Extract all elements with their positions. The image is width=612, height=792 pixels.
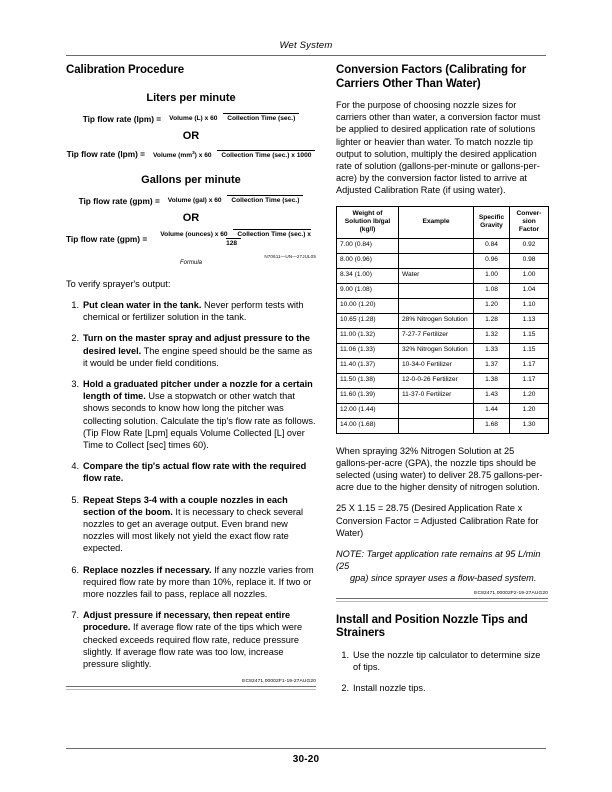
header-line: Solution lb/gal bbox=[344, 217, 391, 225]
step-bold-lead: Adjust pressure if necessary, then repeat entire procedure. bbox=[83, 610, 291, 633]
note-line-2: gpa) since sprayer uses a flow-based system. bbox=[350, 573, 537, 584]
conversion-intro-paragraph: For the purpose of choosing nozzle sizes for carriers other than water, a conversion factor must be applied to desired application rate of solutions lighter or heavier than water. To match nozzle tip output to solution, multiply the desired application rate of solution (gallons-per-minute or gallons-per-acre) by the conversion factor listed to arrive at Adjusted Calibration Rate (if using water). bbox=[336, 100, 541, 196]
step-number: 1. bbox=[341, 649, 349, 660]
step-number: 7. bbox=[71, 610, 79, 621]
cell-factor: 1.20 bbox=[510, 388, 549, 403]
cell-factor: 1.20 bbox=[510, 403, 549, 418]
numerator-exponent: 3 bbox=[192, 149, 195, 155]
cell-factor: 1.17 bbox=[510, 358, 549, 373]
step-text: It is necessary to check several nozzles to get an average output. Even brand new nozzles will most likely not yield the exact flow rate expected. bbox=[83, 506, 304, 554]
cell-gravity: 0.96 bbox=[474, 253, 510, 268]
cell-weight: 8.34 (1.00) bbox=[337, 268, 399, 283]
note-paragraph bbox=[336, 548, 548, 585]
table-row bbox=[337, 253, 549, 268]
cell-factor: 1.13 bbox=[510, 313, 549, 328]
table-row bbox=[337, 328, 549, 343]
step-text: Use a stopwatch or other watch that shows seconds to know how long the pitcher was collecting solution. Calculate the tip's flow rate as follows. (Tip Flow Rate [Lpm] equals Volume Collected [L] over Time to Collect [sec] times 60). bbox=[83, 391, 316, 450]
cell-example: 11-37-0 Fertilizer bbox=[399, 388, 474, 403]
header-line: Gravity bbox=[480, 221, 503, 229]
or-label-1: OR bbox=[182, 129, 200, 142]
header-line: sion Factor bbox=[518, 217, 540, 233]
step-text: Never perform tests with chemical or fertilizer solution in the tank. bbox=[83, 299, 304, 323]
step-bold-lead: Compare the tip's actual flow rate with the required flow rate. bbox=[83, 461, 307, 484]
formula-lpm-2-fraction bbox=[149, 148, 315, 160]
step-number: 3. bbox=[71, 378, 79, 389]
or-label-2: OR bbox=[182, 211, 200, 224]
table-row bbox=[337, 298, 549, 313]
cell-factor: 0.98 bbox=[510, 253, 549, 268]
table-header bbox=[337, 206, 549, 238]
table-header-row bbox=[337, 206, 549, 238]
header-line: Weight of bbox=[352, 209, 383, 217]
step-number: 4. bbox=[71, 461, 79, 472]
conversion-factor-table bbox=[336, 206, 549, 434]
cell-example: 32% Nitrogen Solution bbox=[399, 343, 474, 358]
formula-gpm-1 bbox=[66, 196, 316, 206]
formula-gpm-1-denominator: Collection Time (sec.) bbox=[227, 195, 303, 204]
cell-weight: 14.00 (1.68) bbox=[337, 418, 399, 433]
list-item bbox=[66, 332, 316, 369]
cell-example: 7-27-7 Fertilizer bbox=[399, 328, 474, 343]
cell-weight: 11.50 (1.38) bbox=[337, 373, 399, 388]
cell-gravity: 1.33 bbox=[474, 343, 510, 358]
cell-weight: 11.60 (1.39) bbox=[337, 388, 399, 403]
header-line: (kg/l) bbox=[359, 225, 376, 233]
formula-gpm-2-fraction bbox=[151, 230, 316, 248]
cell-weight: 7.00 (0.84) bbox=[337, 238, 399, 253]
cell-gravity: 1.43 bbox=[474, 388, 510, 403]
table-row bbox=[337, 238, 549, 253]
step-text: Install nozzle tips. bbox=[353, 683, 426, 694]
running-header: Wet System bbox=[279, 40, 333, 51]
header-divider bbox=[66, 55, 546, 56]
table-row bbox=[337, 283, 549, 298]
cell-example bbox=[399, 298, 474, 313]
header-line: Conver- bbox=[516, 209, 542, 217]
formula-gpm-2 bbox=[66, 230, 316, 248]
cell-weight: 8.00 (0.96) bbox=[337, 253, 399, 268]
cell-weight: 12.00 (1.44) bbox=[337, 403, 399, 418]
note-line-1: NOTE: Target application rate remains at 95 L/min (25 bbox=[336, 549, 541, 572]
formula-gpm-2-denominator: Collection Time (sec.) x 128 bbox=[226, 230, 311, 247]
list-item bbox=[66, 494, 316, 555]
install-steps-list bbox=[336, 649, 548, 695]
cell-gravity: 1.28 bbox=[474, 313, 510, 328]
table-body bbox=[337, 238, 549, 433]
cell-factor: 0.92 bbox=[510, 238, 549, 253]
numerator-suffix: ) x 60 bbox=[194, 151, 212, 159]
step-number: 6. bbox=[71, 564, 79, 575]
step-number: 1. bbox=[71, 299, 79, 310]
left-block-id: EC82471,00002F1-19-27AUG20 bbox=[242, 679, 316, 685]
formula-lpm-1-lhs: Tip flow rate (lpm) = bbox=[82, 113, 162, 124]
spraying-example-paragraph: When spraying 32% Nitrogen Solution at 25 gallons-per-acre (GPA), the nozzle tips should be selected (using water) to deliver 28.75 gallons-per-acre due to the higher density of nitrogen solution. bbox=[336, 445, 543, 493]
table-row bbox=[337, 268, 549, 283]
step-text: If any nozzle varies from required flow rate by more than 10%, replace it. If two or more nozzles fail to pass, replace all nozzles. bbox=[83, 564, 314, 599]
step-text: Use the nozzle tip calculator to determine size of tips. bbox=[353, 649, 541, 672]
table-row bbox=[337, 358, 549, 373]
formula-gpm-1-fraction bbox=[164, 196, 304, 205]
formula-gpm-1-lhs: Tip flow rate (gpm) = bbox=[78, 195, 160, 206]
step-number: 5. bbox=[71, 494, 79, 505]
cell-gravity: 1.08 bbox=[474, 283, 510, 298]
cell-gravity: 1.44 bbox=[474, 403, 510, 418]
cell-factor: 1.15 bbox=[510, 343, 549, 358]
column-header-example bbox=[399, 206, 474, 238]
page-number: 30-20 bbox=[292, 754, 320, 765]
cell-gravity: 1.20 bbox=[474, 298, 510, 313]
cell-factor: 1.10 bbox=[510, 298, 549, 313]
cell-example: 10-34-0 Fertilizer bbox=[399, 358, 474, 373]
cell-example bbox=[399, 253, 474, 268]
cell-weight: 11.40 (1.37) bbox=[337, 358, 399, 373]
list-item bbox=[66, 299, 316, 323]
cell-factor: 1.00 bbox=[510, 268, 549, 283]
cell-gravity: 1.37 bbox=[474, 358, 510, 373]
formula-gpm-1-numerator: Volume (gal) x 60 bbox=[167, 197, 222, 205]
cell-factor: 1.17 bbox=[510, 373, 549, 388]
cell-example bbox=[399, 418, 474, 433]
right-block-divider bbox=[336, 598, 548, 602]
formula-lpm-1-numerator: Volume (L) x 60 bbox=[169, 115, 218, 122]
step-number: 2. bbox=[71, 333, 79, 344]
formula-lpm-1-denominator: Collection Time (sec.) bbox=[223, 113, 299, 122]
table-row bbox=[337, 388, 549, 403]
figure-id: N70611—UN—27JUL05 bbox=[264, 253, 316, 259]
table-row bbox=[337, 403, 549, 418]
header-line: Example bbox=[422, 217, 450, 225]
footer-divider bbox=[66, 748, 546, 749]
cell-weight: 10.65 (1.28) bbox=[337, 313, 399, 328]
verify-output-intro: To verify sprayer's output: bbox=[66, 278, 171, 289]
step-bold-lead: Replace nozzles if necessary. bbox=[83, 564, 212, 575]
cell-weight: 10.00 (1.20) bbox=[337, 298, 399, 313]
numerator-prefix: Volume (mm bbox=[153, 151, 193, 159]
install-position-title: Install and Position Nozzle Tips and Strainers bbox=[336, 613, 528, 640]
step-text: If average flow rate of the tips which were checked exceeds required flow rate, reduce pressure slightly. If average flow rate was too low, increase pressure slightly. bbox=[83, 622, 303, 669]
cell-weight: 11.00 (1.32) bbox=[337, 328, 399, 343]
cell-example bbox=[399, 238, 474, 253]
equation-paragraph: 25 X 1.15 = 28.75 (Desired Application Rate x Conversion Factor = Adjusted Calibration Rate for Water) bbox=[336, 503, 539, 538]
table-row bbox=[337, 313, 549, 328]
step-bold-lead: Turn on the master spray and adjust pressure to the desired level. bbox=[83, 333, 311, 356]
formula-gpm-2-numerator: Volume (ounces) x 60 bbox=[160, 230, 228, 238]
step-bold-lead: Repeat Steps 3-4 with a couple nozzles in each section of the boom. bbox=[83, 494, 288, 517]
formula-lpm-2-lhs: Tip flow rate (lpm) = bbox=[66, 148, 146, 159]
list-item bbox=[336, 682, 548, 694]
cell-example bbox=[399, 283, 474, 298]
formula-lpm-2 bbox=[66, 148, 316, 160]
list-item bbox=[66, 378, 316, 451]
cell-factor: 1.15 bbox=[510, 328, 549, 343]
table-row bbox=[337, 373, 549, 388]
cell-gravity: 1.38 bbox=[474, 373, 510, 388]
right-block-id: EC82471,00002F2-19-27AUG20 bbox=[474, 590, 548, 596]
cell-weight: 9.00 (1.08) bbox=[337, 283, 399, 298]
cell-example: 28% Nitrogen Solution bbox=[399, 313, 474, 328]
list-item bbox=[66, 609, 316, 670]
list-item bbox=[66, 564, 316, 601]
cell-example: 12-0-0-26 Fertilizer bbox=[399, 373, 474, 388]
right-column bbox=[336, 64, 548, 703]
liters-per-minute-heading: Liters per minute bbox=[146, 91, 236, 104]
conversion-factors-title: Conversion Factors (Calibrating for Carriers Other Than Water) bbox=[336, 64, 527, 90]
column-header-conversion-factor bbox=[510, 206, 549, 238]
cell-gravity: 1.68 bbox=[474, 418, 510, 433]
cell-factor: 1.04 bbox=[510, 283, 549, 298]
formula-lpm-1-fraction bbox=[165, 114, 299, 123]
formula-lpm-1 bbox=[66, 114, 316, 124]
cell-weight: 11.06 (1.33) bbox=[337, 343, 399, 358]
figure-caption: Formula bbox=[179, 259, 202, 266]
gallons-per-minute-heading: Gallons per minute bbox=[141, 173, 241, 186]
cell-factor: 1.30 bbox=[510, 418, 549, 433]
step-bold-lead: Hold a graduated pitcher under a nozzle for a certain length of time. bbox=[83, 378, 313, 402]
column-header-specific-gravity bbox=[474, 206, 510, 238]
step-number: 2. bbox=[341, 683, 349, 694]
step-bold-lead: Put clean water in the tank. bbox=[83, 299, 202, 310]
cell-example bbox=[399, 403, 474, 418]
calibration-procedure-title: Calibration Procedure bbox=[66, 64, 185, 76]
formula-lpm-2-numerator bbox=[149, 149, 216, 160]
formula-lpm-2-denominator: Collection Time (sec.) x 1000 bbox=[217, 150, 315, 159]
list-item bbox=[336, 649, 548, 673]
calibration-steps-list bbox=[66, 299, 316, 670]
list-item bbox=[66, 460, 316, 484]
cell-gravity: 1.00 bbox=[474, 268, 510, 283]
cell-gravity: 1.32 bbox=[474, 328, 510, 343]
table-row bbox=[337, 343, 549, 358]
left-block-divider bbox=[66, 686, 316, 690]
left-column bbox=[66, 64, 316, 702]
column-header-weight bbox=[337, 206, 399, 238]
cell-example: Water bbox=[399, 268, 474, 283]
cell-gravity: 0.84 bbox=[474, 238, 510, 253]
header-line: Specific bbox=[478, 213, 505, 221]
table-row bbox=[337, 418, 549, 433]
step-text: The engine speed should be the same as it would be under field conditions. bbox=[83, 345, 313, 368]
formula-gpm-2-lhs: Tip flow rate (gpm) = bbox=[66, 233, 148, 244]
